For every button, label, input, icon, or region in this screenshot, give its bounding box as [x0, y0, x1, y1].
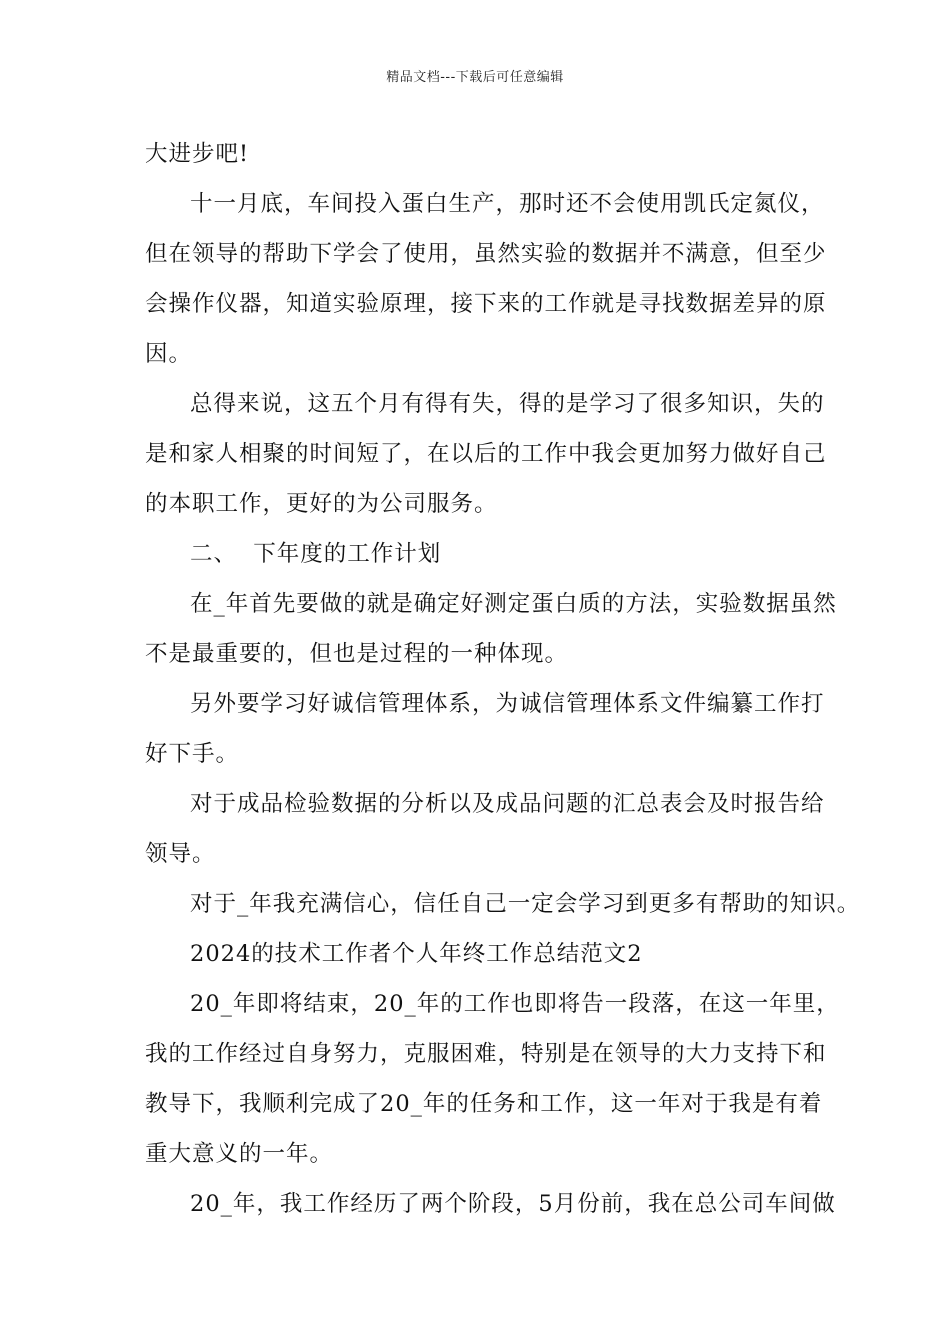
text-line: 会操作仪器，知道实验原理，接下来的工作就是寻找数据差异的原	[145, 291, 827, 317]
page-header: 精品文档---下载后可任意编辑	[386, 70, 564, 85]
paragraph-continuation	[145, 129, 810, 179]
paragraph	[145, 979, 840, 1179]
section-heading	[145, 529, 810, 579]
paragraph	[145, 179, 827, 379]
paragraph	[145, 579, 837, 679]
paragraph	[145, 879, 861, 929]
text-line: 对于成品检验数据的分析以及成品问题的汇总表会及时报告给	[190, 791, 825, 817]
text-line: 二、 下年度的工作计划	[190, 541, 442, 567]
text-line: 在_年首先要做的就是确定好测定蛋白质的方法，实验数据虽然	[190, 591, 837, 617]
text-line: 我的工作经过自身努力，克服困难，特别是在领导的大力支持下和	[145, 1041, 827, 1067]
text-line: 教导下，我顺利完成了20_年的任务和工作，这一年对于我是有着	[145, 1091, 823, 1117]
text-line: 另外要学习好诚信管理体系，为诚信管理体系文件编纂工作打	[190, 691, 825, 717]
text-line: 20_年即将结束，20_年的工作也即将告一段落，在这一年里，	[190, 991, 840, 1017]
text-line: 因。	[145, 341, 193, 367]
article-title	[145, 929, 810, 979]
paragraph	[145, 379, 827, 529]
text-line: 重大意义的一年。	[145, 1141, 334, 1167]
text-line: 但在领导的帮助下学会了使用，虽然实验的数据并不满意，但至少	[145, 241, 827, 267]
paragraph	[145, 779, 825, 879]
text-line: 2024的技术工作者个人年终工作总结范文2	[190, 941, 643, 967]
text-line: 十一月底，车间投入蛋白生产，那时还不会使用凯氏定氮仪，	[190, 191, 825, 217]
text-line: 不是最重要的，但也是过程的一种体现。	[145, 641, 569, 667]
text-line: 20_年，我工作经历了两个阶段，5月份前，我在总公司车间做	[190, 1191, 836, 1217]
text-line: 大进步吧!	[145, 141, 250, 167]
text-line: 领导。	[145, 841, 216, 867]
paragraph	[145, 679, 825, 779]
text-line: 的本职工作，更好的为公司服务。	[145, 491, 498, 517]
text-line: 总得来说，这五个月有得有失，得的是学习了很多知识，失的	[190, 391, 825, 417]
text-line: 对于_年我充满信心，信任自己一定会学习到更多有帮助的知识。	[190, 891, 861, 917]
document-body	[145, 129, 861, 1229]
paragraph	[145, 1179, 836, 1229]
text-line: 好下手。	[145, 741, 240, 767]
text-line: 是和家人相聚的时间短了，在以后的工作中我会更加努力做好自己	[145, 441, 827, 467]
